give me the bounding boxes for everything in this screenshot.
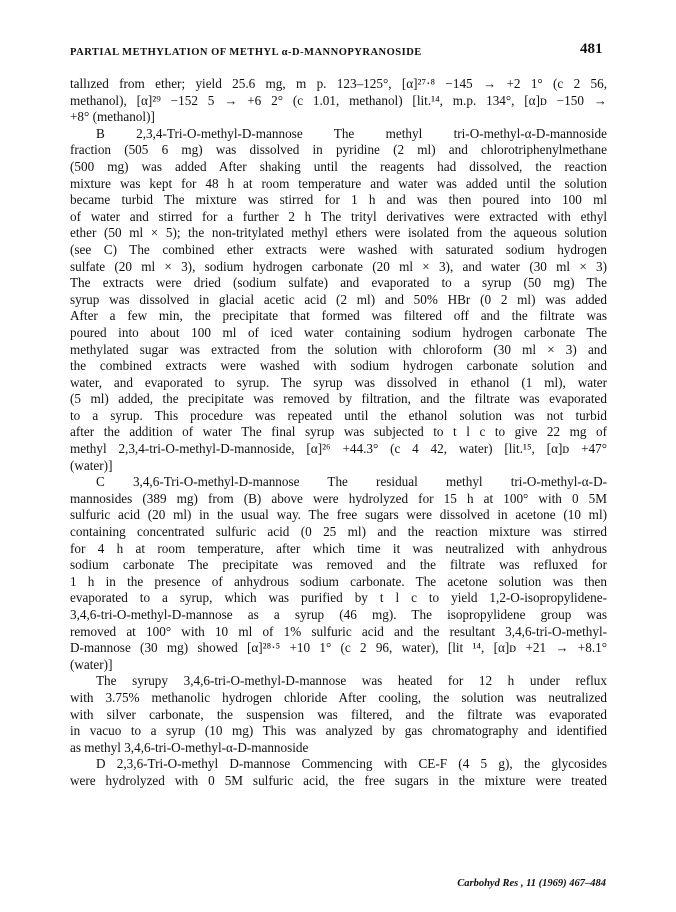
text-line: syrup was dissolved in glacial acetic acid (2 ml) and 50% HBr (0 2 ml) was added xyxy=(70,291,607,307)
text-line: (see C) The combined ether extracts were washed with saturated sodium hydrogen xyxy=(70,241,607,257)
text-line: sulfuric acid (20 ml) in the usual way. The free sugars were dissolved in acetone (10 ml) xyxy=(70,507,607,523)
text-line: D 2,3,6-Tri-O-methyl D-mannose Commencing with CE-F (4 5 g), the glycosides xyxy=(96,756,607,772)
text-line: in vacuo to a syrup (10 mg) This was analyzed by gas chromatography and identified xyxy=(70,723,607,739)
text-line: became turbid The mixture was stirred for 1 h and was then poured into 100 ml xyxy=(70,192,607,208)
journal-citation: Carbohyd Res , 11 (1969) 467–484 xyxy=(457,878,606,889)
text-line: (5 ml) added, the precipitate was removed by filtration, and the filtrate was evaporated xyxy=(70,391,607,407)
text-line: methanol), [α]²⁹ −152 5 → +6 2° (c 1.01, methanol) [lit.¹⁴, m.p. 134°, [α]ᴅ −150 → xyxy=(70,92,607,108)
text-line: 3,4,6-tri-O-methyl-D-mannose as a syrup (46 mg). The isopropylidene group was xyxy=(70,607,607,622)
text-line: water, and evaporated to syrup. The syrup was dissolved in ethanol (1 ml), water xyxy=(70,374,607,390)
text-line: after the addition of water The final syrup was subjected to t l c to give 22 mg of xyxy=(70,424,607,440)
text-line: B 2,3,4-Tri-O-methyl-D-mannose The methyl tri-O-methyl-α-D-mannoside xyxy=(96,125,607,141)
text-line: D-mannose (30 mg) showed [α]²⁸·⁵ +10 1° (c 2 96, water), [lit ¹⁴, [α]ᴅ +21 → +8.1° xyxy=(70,640,607,656)
text-line: with silver carbonate, the suspension was filtered, and the filtrate was evaporated xyxy=(70,706,607,722)
text-line: (water)] xyxy=(70,457,113,473)
text-line: sulfate (20 ml × 3), sodium hydrogen carbonate (20 ml × 3), and water (30 ml × 3) xyxy=(70,258,607,274)
text-line: were hydrolyzed with 0 5M sulfuric acid, the free sugars in the mixture were treated xyxy=(70,772,607,788)
text-line: After a few min, the precipitate that formed was filtered off and the filtrate was xyxy=(70,308,607,324)
text-line: The extracts were dried (sodium sulfate) and evaporated to a syrup (50 mg) The xyxy=(70,275,607,291)
text-line: sodium carbonate The precipitate was removed and the filtrate was refluxed for xyxy=(70,557,607,573)
text-line: (500 mg) was added After shaking until the reagents had dissolved, the reaction xyxy=(70,158,607,174)
running-head-title: PARTIAL METHYLATION OF METHYL α-D-MANNOPYRANOSIDE xyxy=(70,47,422,58)
text-line: (water)] xyxy=(70,656,113,672)
text-line: the combined extracts were washed with sodium hydrogen carbonate solution and xyxy=(70,358,607,374)
text-line: evaporated to a syrup, which was purified by t l c to yield 1,2-O-isopropylidene- xyxy=(70,590,607,606)
text-line: removed at 100° with 10 ml of 1% sulfuric acid and the resultant 3,4,6-tri-O-methyl- xyxy=(70,623,607,639)
text-line: tallızed from ether; yield 25.6 mg, m p. 123–125°, [α]²⁷·⁸ −145 → +2 1° (c 2 56, xyxy=(70,76,607,91)
text-line: methyl 2,3,4-tri-O-methyl-D-mannoside, [α]²⁶ +44.3° (c 4 42, water) [lit.¹⁵, [α]ᴅ +47° xyxy=(70,441,607,457)
text-line: ether (50 ml × 5); the non-tritylated methyl ethers were isolated from the aqueous solution xyxy=(70,225,607,241)
text-line: C 3,4,6-Tri-O-methyl-D-mannose The residual methyl tri-O-methyl-α-D- xyxy=(96,474,607,490)
page-number: 481 xyxy=(580,41,603,57)
text-line: mixture was kept for 48 h at room temperature and water was added until the solution xyxy=(70,175,607,191)
text-line: The syrupy 3,4,6-tri-O-methyl-D-mannose was heated for 12 h under reflux xyxy=(96,673,607,689)
text-line: as methyl 3,4,6-tri-O-methyl-α-D-mannoside xyxy=(70,739,309,755)
text-line: +8° (methanol)] xyxy=(70,109,155,125)
text-line: fraction (505 6 mg) was dissolved in pyridine (2 ml) and chlorotriphenylmethane xyxy=(70,142,607,158)
text-line: containing concentrated sulfuric acid (0 25 ml) and the reaction mixture was stirred xyxy=(70,524,607,540)
body-text xyxy=(70,76,607,790)
text-line: mannosides (389 mg) from (B) above were hydrolyzed for 15 h at 100° with 0 5M xyxy=(70,490,607,506)
text-line: poured into about 100 ml of iced water containing sodium hydrogen carbonate The xyxy=(70,324,607,340)
text-line: for 4 h at room temperature, after which time it was neutralized with anhydrous xyxy=(70,540,607,556)
text-line: methylated sugar was extracted from the solution with chloroform (30 ml × 3) and xyxy=(70,341,607,357)
text-line: with 3.75% methanolic hydrogen chloride After cooling, the solution was neutralized xyxy=(70,689,607,705)
text-line: 1 h in the presence of anhydrous sodium carbonate. The acetone solution was then xyxy=(70,573,607,589)
text-line: to a syrup. This procedure was repeated until the ethanol solution was not turbid xyxy=(70,407,607,423)
text-line: of water and stirred for a further 2 h The trityl derivatives were extracted with ethyl xyxy=(70,208,607,224)
